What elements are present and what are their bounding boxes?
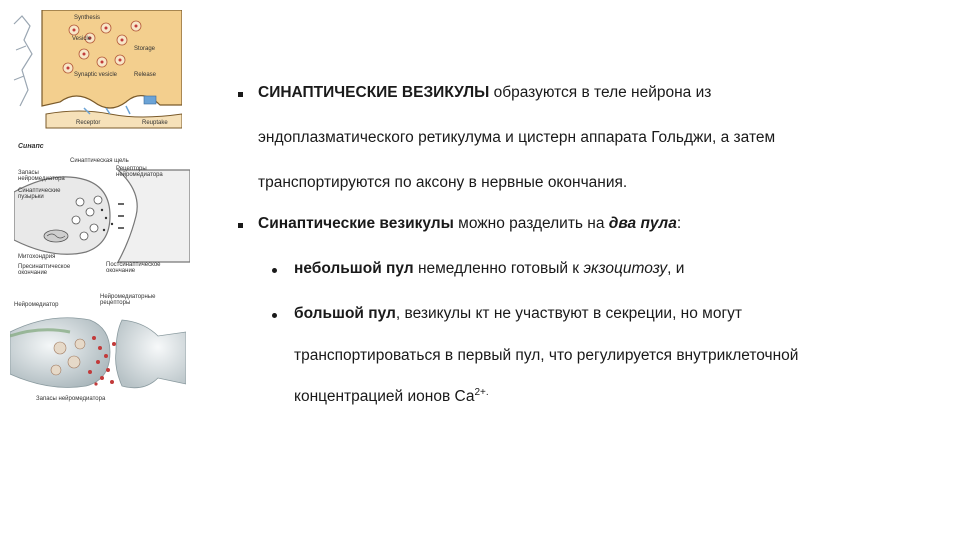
sub1-mid: немедленно готовый к: [413, 260, 584, 277]
fig2-pre-label: Пресинаптическое окончание: [18, 264, 71, 276]
fig2-cleft-label: Синаптическая щель: [70, 158, 129, 164]
sub1-end: , и: [667, 260, 685, 277]
synapse-3d-image: [10, 292, 186, 410]
sub-bullet-marker: [272, 268, 277, 273]
fig1-label-4: Storage: [134, 46, 156, 52]
fig1-label-7: Reuptake: [142, 120, 168, 126]
sub-bullet1-line: [294, 260, 684, 279]
fig3-bottom-label: Запасы нейромедиатора: [36, 396, 106, 402]
fig1-label-1: Synthesis: [74, 15, 101, 21]
sub2-text: , везикулы кт не участвуют в секреции, но могут: [395, 305, 742, 322]
fig1-label-3: Synaptic vesicle: [74, 72, 118, 78]
fig2-title: Синапс: [18, 143, 44, 150]
sub-bullet2-line3: [294, 388, 489, 407]
bullet2-bold: Синаптические везикулы: [258, 215, 454, 232]
sub2-line3-text: концентрацией ионов Са: [294, 388, 475, 405]
bullet2-end: :: [676, 215, 682, 232]
fig2-receptors-label: Рецепторы нейромедиатора: [116, 166, 163, 178]
fig2-vesicles-label: Синаптические пузырьки: [18, 188, 61, 200]
bullet2-line: [258, 215, 681, 234]
fig1-label-5: Release: [134, 72, 157, 78]
bullet1-line3: транспортируются по аксону в нервные окончания.: [258, 174, 628, 191]
bullet1-line1: [258, 84, 711, 103]
sub-bullet2-line1: [294, 305, 742, 324]
sub-bullet-marker: [272, 313, 277, 318]
synapse-3d-figure: [10, 292, 186, 410]
synapse-schematic-figure: [10, 10, 182, 130]
synapse-schematic-image: [10, 10, 182, 130]
synapse-labeled-figure: [14, 140, 190, 288]
fig2-stores-label: Запасы нейромедиатора: [18, 170, 65, 182]
sub1-italic: экзоцитозу: [583, 260, 668, 277]
fig3-top-right-label: Нейромедиаторные рецепторы: [100, 294, 156, 306]
bullet1-line2: эндоплазматического ретикулума и цистерн аппарата Гольджи, а затем: [258, 129, 776, 146]
fig1-label-6: Receptor: [76, 120, 101, 126]
fig1-label-2: Vesicle: [72, 36, 92, 42]
fig2-post-label: Постсинаптическое окончание: [106, 262, 161, 274]
sub1-bold: небольшой пул: [294, 260, 414, 277]
sub2-bold: большой пул: [294, 305, 396, 322]
calcium-charge-superscript: 2+.: [474, 386, 489, 398]
bullet-marker: [238, 92, 243, 97]
bullet1-bold: СИНАПТИЧЕСКИЕ ВЕЗИКУЛЫ: [258, 84, 490, 101]
bullet-marker: [238, 223, 243, 228]
fig3-top-left-label: Нейромедиатор: [14, 302, 59, 308]
bullet2-mid: можно разделить на: [453, 215, 609, 232]
fig2-mito-label: Митохондрия: [18, 254, 56, 260]
sub-bullet2-line2: транспортироваться в первый пул, что регулируется внутриклеточной: [294, 347, 799, 364]
bullet2-bold-italic: два пула: [608, 215, 677, 232]
bullet1-text: образуются в теле нейрона из: [489, 84, 712, 101]
